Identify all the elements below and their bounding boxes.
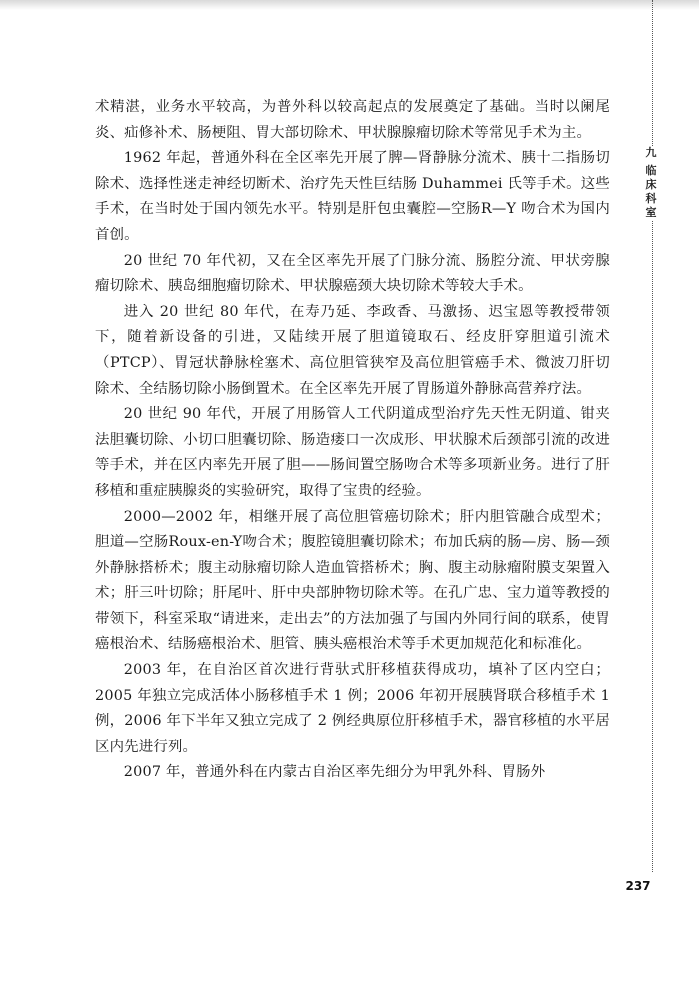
chapter-title-char: 室 xyxy=(645,206,657,219)
margin-dotted-rule xyxy=(652,0,653,872)
chapter-number: 九 xyxy=(645,146,657,159)
page-top-edge xyxy=(0,0,699,10)
paragraph: 2007 年，普通外科在内蒙古自治区率先细分为甲乳外科、胃肠外 xyxy=(123,764,546,781)
paragraph: 2003 年，在自治区首次进行背驮式肝移植获得成功，填补了区内空白；2005 年独立完成活体小肠移植手术 1 例；2006 年初开展胰肾联合移植手术 1 例，2006 年下半年又独立完成了 2 例经典原位肝移植手术，器官移植的水平居区内先进行列。 xyxy=(95,662,610,755)
chapter-title-char: 床 xyxy=(645,178,657,191)
body-text xyxy=(95,95,610,786)
paragraph: 1962 年起，普通外科在全区率先开展了脾—肾静脉分流术、胰十二指肠切除术、选择性迷走神经切断术、治疗先天性巨结肠 Duhammei 氏等手术。这些手术，在当时处于国内领先水平。特别是肝包虫囊腔—空肠R—Y 吻合术为国内首创。 xyxy=(95,150,610,243)
chapter-side-tab xyxy=(639,146,663,220)
paragraph: 进入 20 世纪 80 年代，在寿乃延、李政香、马激扬、迟宝恩等教授带领下，随着新设备的引进，又陆续开展了胆道镜取石、经皮肝穿胆道引流术（PTCP）、胃冠状静脉栓塞术、高位胆管狭窄及高位胆管癌手术、微波刀肝切除术、全结肠切除小肠倒置术。在全区率先开展了胃肠道外静脉高营养疗法。 xyxy=(95,303,610,397)
paragraph: 20 世纪 90 年代，开展了用肠管人工代阴道成型治疗先天性无阴道、钳夹法胆囊切除、小切口胆囊切除、肠造瘘口一次成形、甲状腺术后颈部引流的改进等手术，并在区内率先开展了胆——肠间置空肠吻合术等多项新业务。进行了肝移植和重症胰腺炎的实验研究，取得了宝贵的经验。 xyxy=(95,406,610,499)
chapter-title-char: 临 xyxy=(645,164,657,177)
page-number: 237 xyxy=(625,879,651,893)
paragraph: 2000—2002 年，相继开展了高位胆管癌切除术；肝内胆管融合成型术；胆道—空肠Roux-en-Y吻合术；腹腔镜胆囊切除术；布加氏病的肠—房、肠—颈外静脉搭桥术；腹主动脉瘤切除人造血管搭桥术；胸、腹主动脉瘤附膜支架置入术；肝三叶切除；肝尾叶、肝中央部肿物切除术等。在孔广忠、宝力道等教授的带领下，科室采取“请进来，走出去”的方法加强了与国内外同行间的联系，使胃癌根治术、结肠癌根治术、胆管、胰头癌根治术等手术更加规范化和标准化。 xyxy=(95,508,610,653)
paragraph: 20 世纪 70 年代初，又在全区率先开展了门脉分流、肠腔分流、甲状旁腺瘤切除术、胰岛细胞瘤切除术、甲状腺癌颈大块切除术等较大手术。 xyxy=(95,252,610,295)
chapter-title-char: 科 xyxy=(645,192,657,205)
paragraph: 术精湛，业务水平较高，为普外科以较高起点的发展奠定了基础。当时以阑尾炎、疝修补术、肠梗阻、胃大部切除术、甲状腺腺瘤切除术等常见手术为主。 xyxy=(95,99,610,141)
